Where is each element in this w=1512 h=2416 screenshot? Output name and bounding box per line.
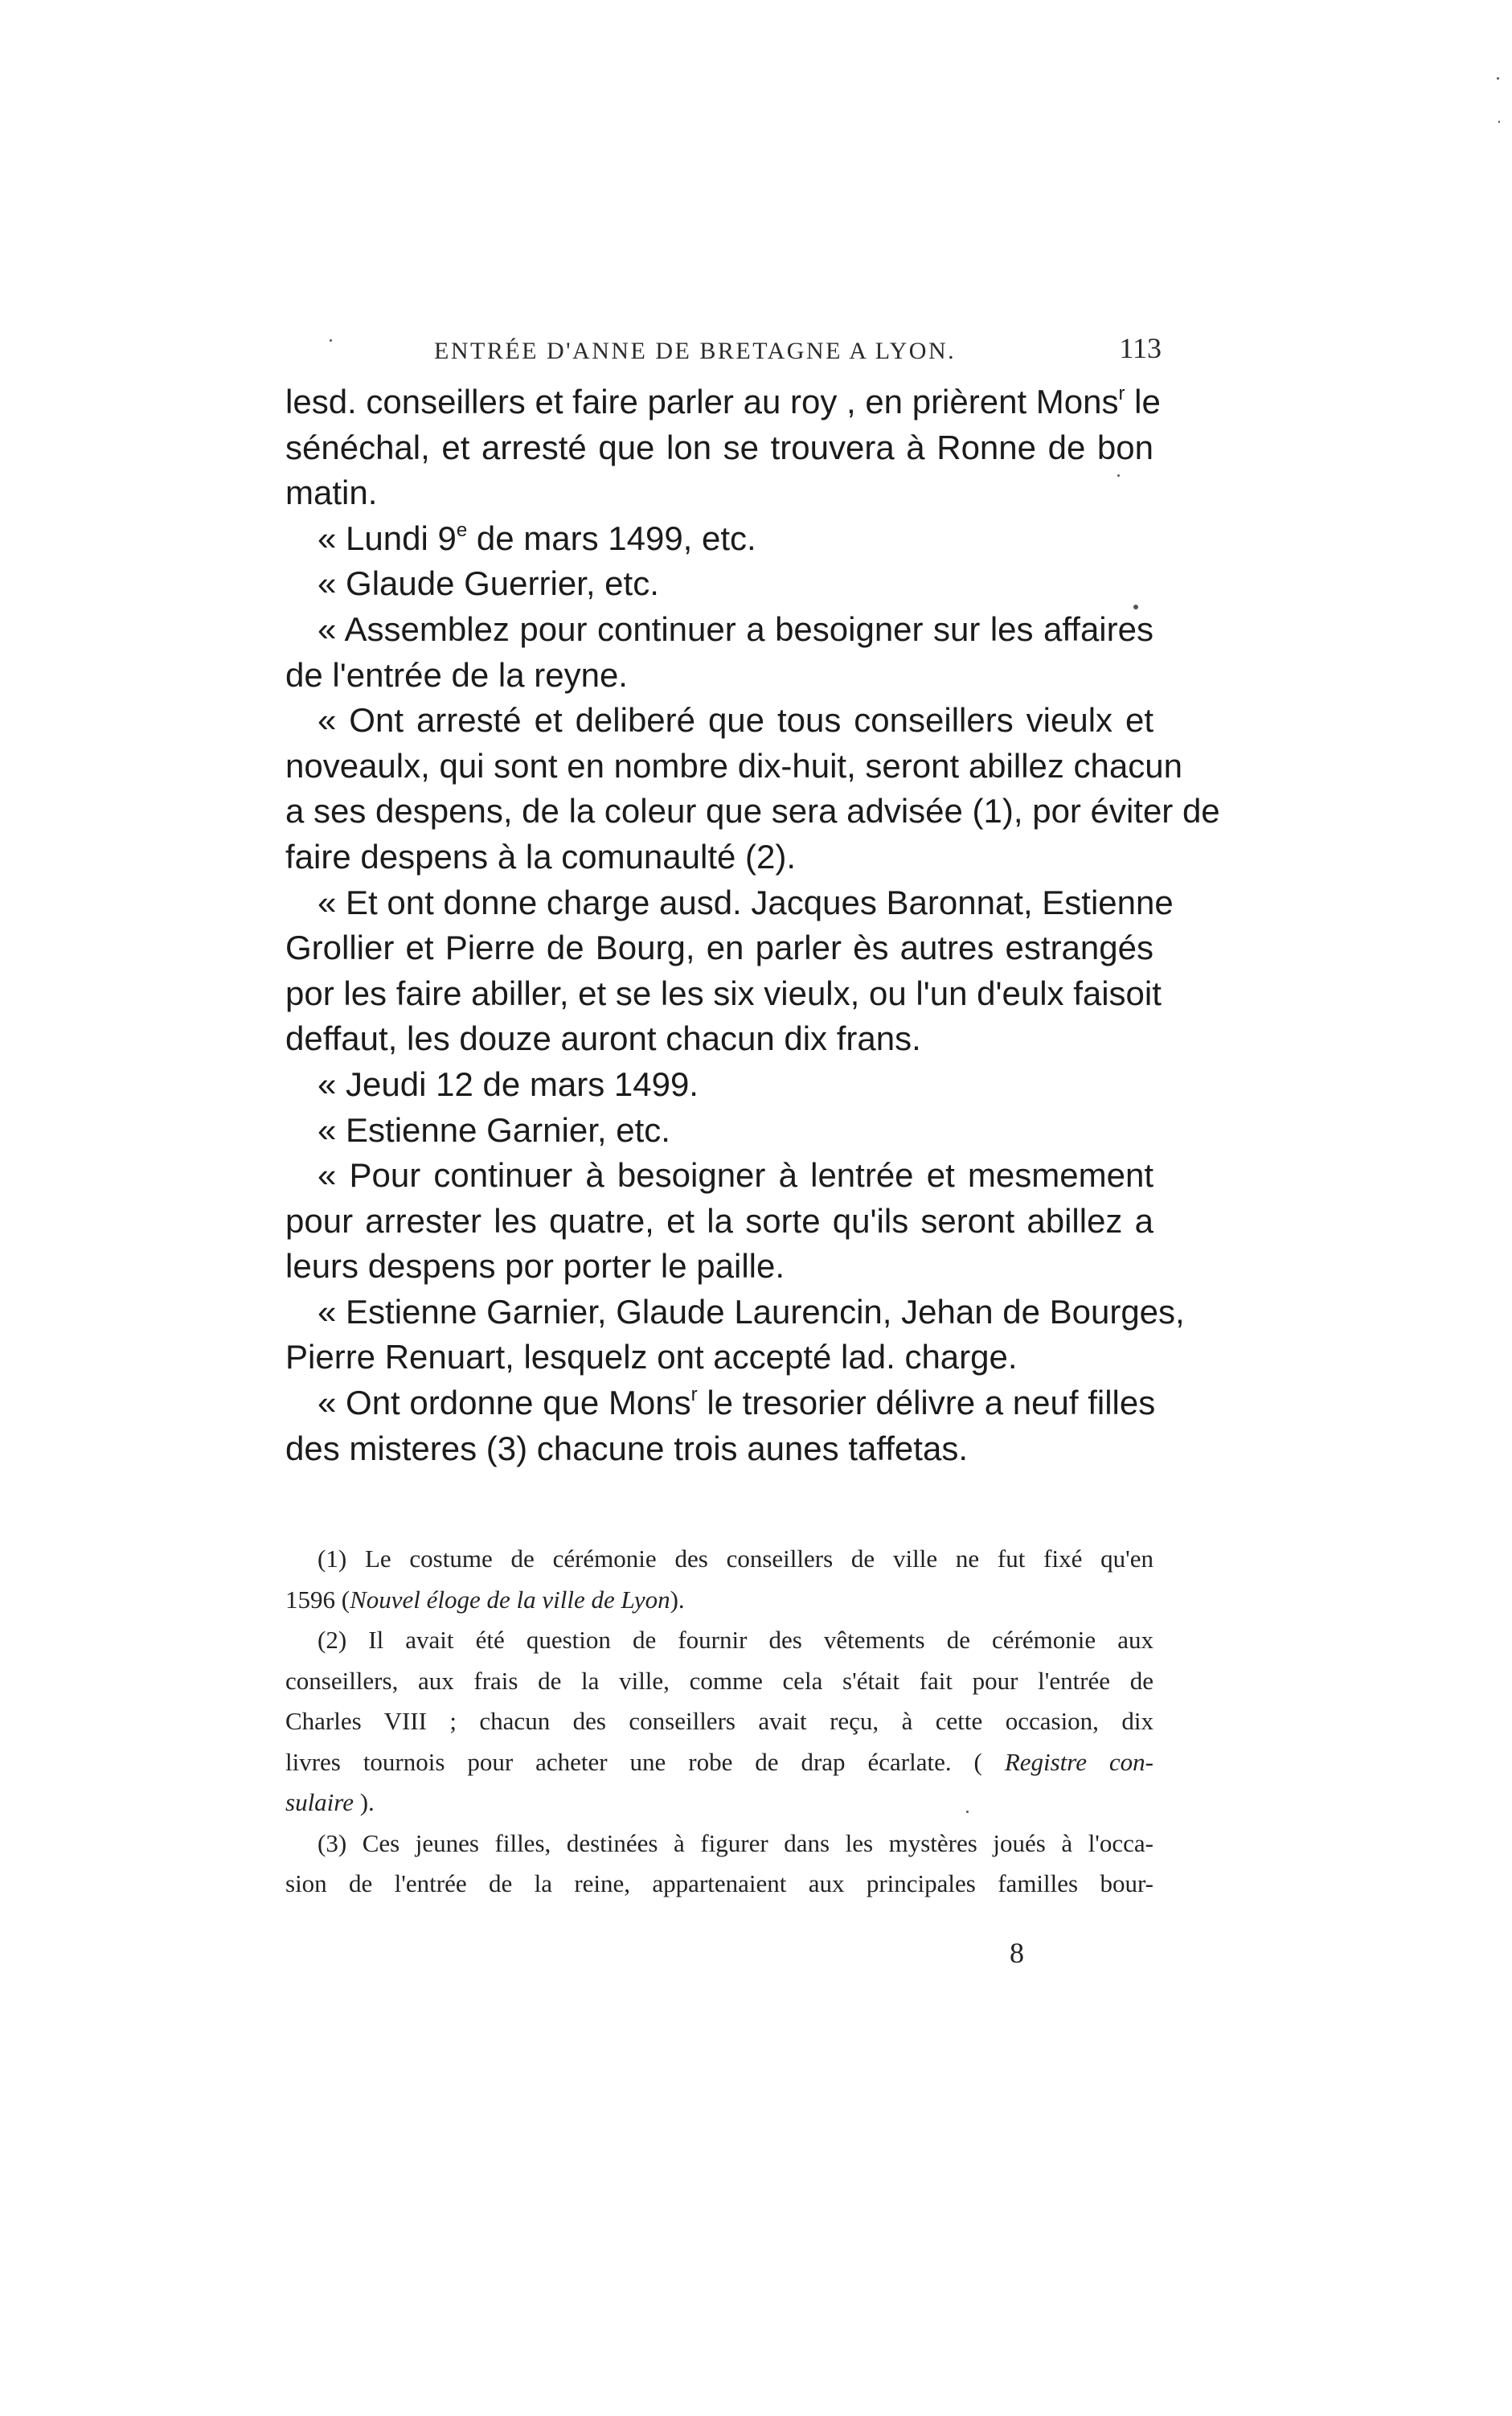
page-number: 113 <box>1119 332 1162 364</box>
running-title: ENTRÉE D'ANNE DE BRETAGNE A LYON. <box>434 338 957 364</box>
scan-speck <box>330 339 332 342</box>
text-line: « Pour continuer à besoigner à lentrée et mesmement <box>318 1156 1153 1195</box>
scan-speck <box>966 1811 969 1813</box>
scan-speck <box>1117 474 1120 477</box>
text-line: leurs despens por porter le paille. <box>285 1247 785 1286</box>
footnote-line: sion de l'entrée de la reine, appartenaient aux principales familles bour- <box>285 1869 1153 1897</box>
text-line: « Glaude Guerrier, etc. <box>318 564 659 603</box>
text-line: « Ont ordonne que Mons$^r$ le tresorier délivre a neuf filles <box>318 1384 1156 1422</box>
text-line: « Ont arresté et deliberé que tous conseillers vieulx et <box>318 701 1153 740</box>
text-line: « Assemblez pour continuer a besoigner sur les affaires <box>318 609 1153 648</box>
text-line: « Lundi 9e de mars 1499, etc. <box>318 519 756 557</box>
text-line: lesd. conseillers et faire parler au roy , en prièrent Mons$^r$ le <box>285 383 1161 420</box>
footnote-line: conseillers, aux frais de la ville, comme cela s'était fait pour l'entrée de <box>285 1666 1153 1695</box>
text-line: « Jeudi 12 de mars 1499. <box>318 1064 699 1103</box>
text-line: sénéchal, et arresté que lon se trouvera à Ronne de bon <box>285 428 1153 466</box>
text-line: pour arrester les quatre, et la sorte qu'ils seront abillez a <box>285 1201 1153 1240</box>
text-line: noveaulx, qui sont en nombre dix-huit, seront abillez chacun <box>285 746 1182 785</box>
running-header <box>434 328 1162 376</box>
footnote-line: Charles VIII ; chacun des conseillers avait reçu, à cette occasion, dix <box>285 1707 1153 1735</box>
text-line: por les faire abiller, et se les six vieulx, ou l'un d'eulx faisoit <box>285 974 1162 1012</box>
text-line: deffaut, les douze auront chacun dix frans. <box>285 1019 921 1058</box>
scan-speck <box>1497 77 1499 80</box>
footnote-1: (1) Le costume de cérémonie des conseillers de ville ne fut fixé qu'en <box>318 1544 1153 1573</box>
scan-speck <box>1498 121 1500 123</box>
text-line: des misteres (3) chacune trois aunes taffetas. <box>285 1429 968 1467</box>
text-line: « Estienne Garnier, Glaude Laurencin, Jehan de Bourges, <box>318 1292 1185 1331</box>
main-text <box>285 379 1220 1471</box>
footnote-line: sulaire ). <box>285 1788 375 1816</box>
text-line: Grollier et Pierre de Bourg, en parler ès autres estrangés <box>285 929 1153 967</box>
scan-speck <box>1133 605 1138 609</box>
text-line: Pierre Renuart, lesquelz ont accepté lad. charge. <box>285 1338 1018 1376</box>
footnotes <box>285 1539 1153 1905</box>
footnote-3: (3) Ces jeunes filles, destinées à figurer dans les mystères joués à l'occa- <box>318 1828 1153 1857</box>
footnote-line: livres tournois pour acheter une robe de drap écarlate. ( Registre con- <box>285 1747 1153 1776</box>
text-line: faire despens à la comunaulté (2). <box>285 837 797 876</box>
text-line: a ses despens, de la coleur que sera advisée (1), por éviter de <box>285 792 1220 831</box>
text-line: de l'entrée de la reyne. <box>285 655 628 694</box>
text-line: « Estienne Garnier, etc. <box>318 1110 670 1149</box>
text-line: matin. <box>285 474 378 512</box>
text-line: « Et ont donne charge ausd. Jacques Baronnat, Estienne <box>318 883 1174 921</box>
signature-mark: 8 <box>1010 1937 1024 1969</box>
footnote-line: 1596 (Nouvel éloge de la ville de Lyon). <box>285 1585 685 1614</box>
footnote-2: (2) Il avait été question de fournir des vêtements de cérémonie aux <box>318 1626 1153 1654</box>
